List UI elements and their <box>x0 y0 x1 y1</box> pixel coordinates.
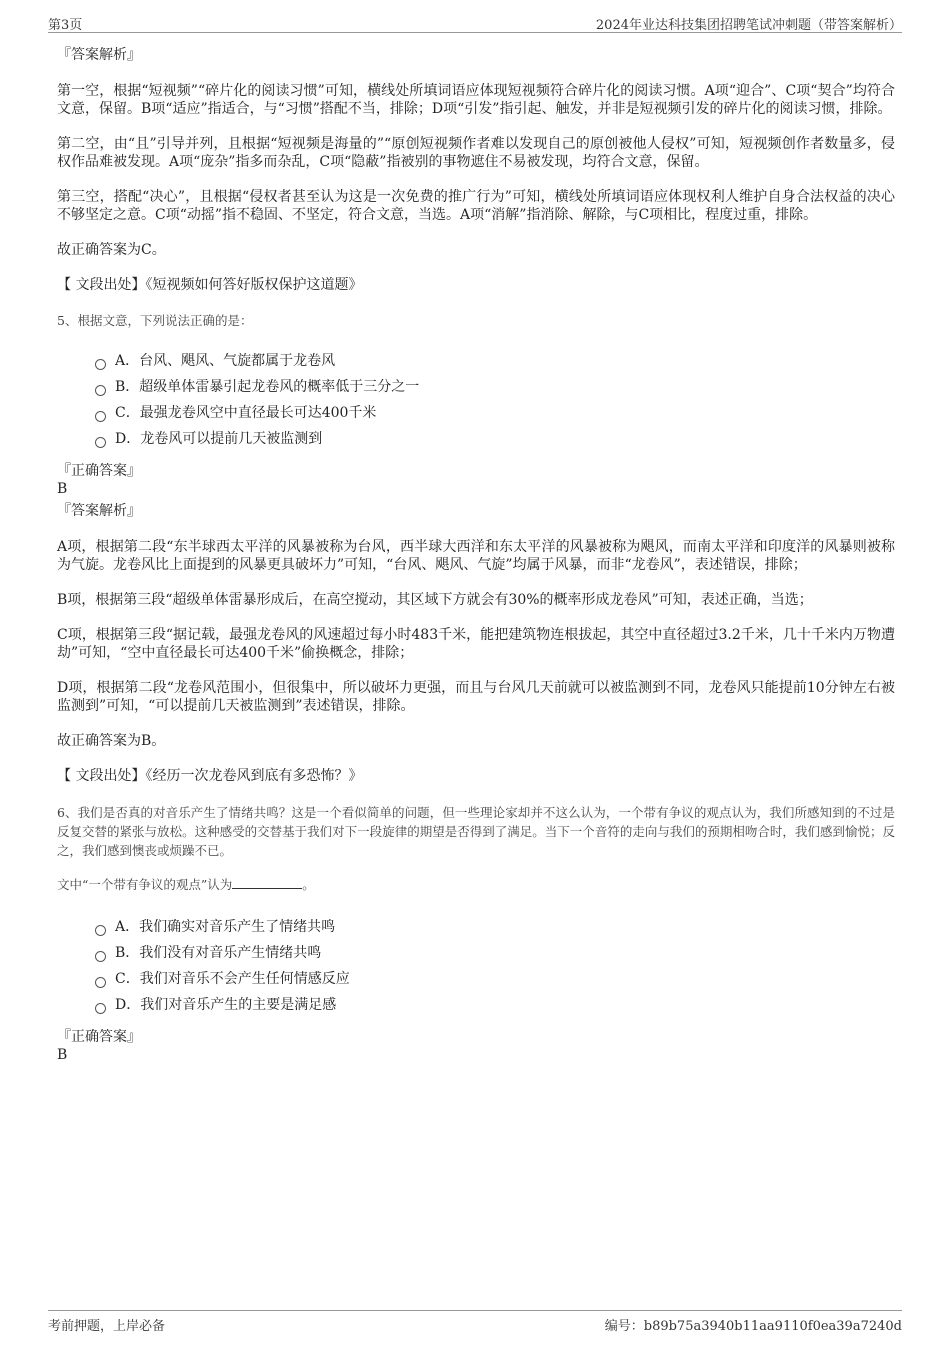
q6-option-d[interactable] <box>95 992 895 1018</box>
q4-conclusion: 故正确答案为C。 <box>57 242 166 258</box>
q5-option-a[interactable] <box>95 348 895 374</box>
radio-icon[interactable] <box>95 385 106 396</box>
page-header <box>48 12 902 33</box>
q4-analysis-para: 第三空，搭配“决心”，且根据“侵权者甚至认为这是一次免费的推广行为”可知，横线处所填词语应体现权利人维护自身合法权益的决心不够坚定之意。C项“动摇”指不稳固、不坚定，符合文意，当选。A项“消解”指消除、解除，与C项相比，程度过重，排除。 <box>57 189 895 223</box>
page-footer <box>48 1310 902 1333</box>
q6-question <box>57 876 895 894</box>
radio-icon[interactable] <box>95 951 106 962</box>
q5-option-d[interactable] <box>95 426 895 452</box>
radio-icon[interactable] <box>95 977 106 988</box>
q5-question: 5、根据文意，下列说法正确的是： <box>57 313 253 328</box>
q6-option-a[interactable] <box>95 914 895 940</box>
q6-passage: 6、我们是否真的对音乐产生了情绪共鸣？这是一个看似简单的问题，但一些理论家却并不这么认为，一个带有争议的观点认为，我们所感知到的不过是反复交替的紧张与放松。这种感受的交替基于我们对下一段旋律的期望是否得到了满足。当下一个音符的走向与我们的预期相吻合时，我们感到愉悦；反之，我们感到懊丧或烦躁不已。 <box>57 805 895 858</box>
option-label: A．台风、飓风、气旋都属于龙卷风 <box>115 353 336 369</box>
q5-answer-label: 『正确答案』 <box>57 463 141 479</box>
answer-blank <box>232 876 302 889</box>
q5-analysis-para: A项，根据第二段“东半球西太平洋的风暴被称为台风，西半球大西洋和东太平洋的风暴被称为飓风，而南太平洋和印度洋的风暴则被称为气旋。龙卷风比上面提到的风暴更具破坏力”可知，“台风、飓风、气旋”均属于风暴，而非“龙卷风”，表述错误，排除； <box>57 539 895 573</box>
q5-analysis-para: C项，根据第三段“据记载，最强龙卷风的风速超过每小时483千米，能把建筑物连根拔起，其空中直径超过3.2千米，几十千米内万物遭劫”可知，“空中直径最长可达400千米”偷换概念，排除； <box>57 627 895 661</box>
option-label: C．最强龙卷风空中直径最长可达400千米 <box>115 405 377 421</box>
main-content <box>57 46 895 1068</box>
code-value: b89b75a3940b11aa9110f0ea39a7240d <box>643 1319 902 1334</box>
q6-answer-label: 『正确答案』 <box>57 1029 141 1045</box>
q4-analysis-para: 第一空，根据“短视频”“碎片化的阅读习惯”可知，横线处所填词语应体现短视频符合碎片化的阅读习惯。A项“迎合”、C项“契合”均符合文意，保留。B项“适应”指适合，与“习惯”搭配不当，排除；D项“引发”指引起、触发，并非是短视频引发的碎片化的阅读习惯，排除。 <box>57 83 895 117</box>
radio-icon[interactable] <box>95 925 106 936</box>
q5-option-b[interactable] <box>95 374 895 400</box>
q5-source: 【 文段出处】《经历一次龙卷风到底有多恐怖？》 <box>57 768 363 784</box>
q5-option-c[interactable] <box>95 400 895 426</box>
code-label: 编号： <box>604 1319 644 1334</box>
q6-options <box>95 914 895 1018</box>
q4-source: 【 文段出处】《短视频如何答好版权保护这道题》 <box>57 277 363 293</box>
option-label: B．我们没有对音乐产生情绪共鸣 <box>115 945 322 961</box>
option-label: D．我们对音乐产生的主要是满足感 <box>115 997 337 1013</box>
radio-icon[interactable] <box>95 1003 106 1014</box>
q5-conclusion: 故正确答案为B。 <box>57 733 166 749</box>
q6-option-b[interactable] <box>95 940 895 966</box>
q5-analysis-para: D项，根据第二段“龙卷风范围小，但很集中，所以破坏力更强，而且与台风几天前就可以被监测到不同，龙卷风只能提前10分钟左右被监测到”可知，“可以提前几天被监测到”表述错误，排除。 <box>57 680 895 714</box>
q6-option-c[interactable] <box>95 966 895 992</box>
q5-analysis-label: 『答案解析』 <box>57 503 141 519</box>
radio-icon[interactable] <box>95 411 106 422</box>
q5-options <box>95 348 895 452</box>
q4-analysis-para: 第二空，由“且”引导并列，且根据“短视频是海量的”“原创短视频作者难以发现自己的原创被他人侵权”可知，短视频创作者数量多，侵权作品难被发现。A项“庞杂”指多而杂乱，C项“隐蔽”指被别的事物遮住不易被发现，均符合文意，保留。 <box>57 136 895 170</box>
footer-code <box>605 1315 902 1334</box>
document-title: 2024年业达科技集团招聘笔试冲刺题（带答案解析） <box>595 18 902 33</box>
option-label: A．我们确实对音乐产生了情绪共鸣 <box>115 919 336 935</box>
q4-analysis-label: 『答案解析』 <box>57 47 141 63</box>
option-label: D．龙卷风可以提前几天被监测到 <box>115 431 323 447</box>
page-number: 第3页 <box>48 18 83 33</box>
q5-analysis-para: B项，根据第三段“超级单体雷暴形成后，在高空搅动，其区域下方就会有30%的概率形成龙卷风”可知，表述正确，当选； <box>57 592 813 608</box>
option-label: B．超级单体雷暴引起龙卷风的概率低于三分之一 <box>115 379 420 395</box>
q6-question-text: 文中“一个带有争议的观点”认为 <box>57 877 233 892</box>
radio-icon[interactable] <box>95 437 106 448</box>
q5-answer: B <box>57 481 68 497</box>
q6-answer: B <box>57 1047 68 1063</box>
radio-icon[interactable] <box>95 359 106 370</box>
footer-slogan: 考前押题，上岸必备 <box>48 1319 166 1334</box>
option-label: C．我们对音乐不会产生任何情感反应 <box>115 971 350 987</box>
q6-question-end: 。 <box>302 877 315 892</box>
